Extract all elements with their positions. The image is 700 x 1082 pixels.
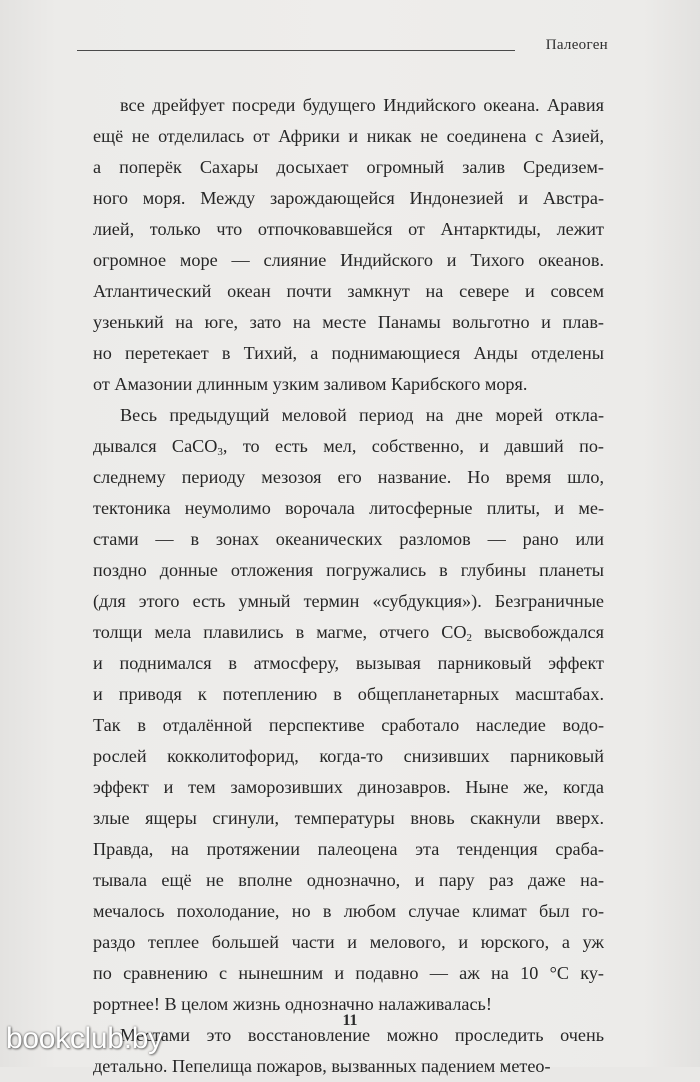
paragraph xyxy=(93,400,604,1020)
text-line: и приводя к потеплению в общепланетарных масштабах. xyxy=(93,684,604,704)
text-line: рортнее! В целом жизнь однозначно налаживалась! xyxy=(93,994,492,1014)
text-line: лией, только что отпочковавшейся от Антарктиды, лежит xyxy=(93,219,604,239)
text-line: все дрейфует посреди будущего Индийского океана. Аравия xyxy=(120,95,604,115)
watermark-logo: bookclub.by xyxy=(6,1022,163,1055)
text-line: детально. Пепелища пожаров, вызванных падением метео- xyxy=(93,1056,551,1076)
subscript: 3 xyxy=(217,446,223,458)
text-line: Правда, на протяжении палеоцена эта тенденция сраба- xyxy=(93,839,604,859)
text-line: поздно донные отложения погружались в глубины планеты xyxy=(93,560,604,580)
text-line: по сравнению с нынешним и подавно — аж на 10 °С ку- xyxy=(93,963,604,983)
text-line: тывала ещё не вполне однозначно, и пару раз даже на- xyxy=(93,870,604,890)
text-run: дывался CaCO xyxy=(93,436,218,456)
page-number: 11 xyxy=(342,1012,358,1029)
paragraph xyxy=(93,90,604,400)
text-line: стами — в зонах океанических разломов — рано или xyxy=(93,529,604,549)
text-line: ного моря. Между зарождающейся Индонезией и Австра- xyxy=(93,188,604,208)
body-text xyxy=(93,90,604,1082)
text-line: следнему периоду мезозоя его название. Но время шло, xyxy=(93,467,604,487)
text-line: злые ящеры сгинули, температуры вновь скакнули вверх. xyxy=(93,808,604,828)
text-line: огромное море — слияние Индийского и Тихого океанов. xyxy=(93,250,604,270)
text-line: и поднимался в атмосферу, вызывая парниковый эффект xyxy=(93,653,604,673)
text-run: высвобождался xyxy=(472,622,604,642)
text-line: от Амазонии длинным узким заливом Карибского моря. xyxy=(93,374,528,394)
text-line: рослей кокколитофорид, когда-то снизивших парниковый xyxy=(93,746,604,766)
running-head: Палеоген xyxy=(545,37,608,53)
text-line: узенький на юге, зато на месте Панамы вольготно и плав- xyxy=(93,312,604,332)
text-run: , то есть мел, собственно, и давший по- xyxy=(222,436,604,456)
text-line: ещё не отделилась от Африки и никак не соединена с Азией, xyxy=(93,126,604,146)
text-line: тектоника неумолимо ворочала литосферные плиты, и ме- xyxy=(93,498,604,518)
text-line: Весь предыдущий меловой период на дне морей откла- xyxy=(120,405,604,425)
text-line: (для этого есть умный термин «субдукция»). Безграничные xyxy=(93,591,604,611)
text-line: Местами это восстановление можно проследить очень xyxy=(120,1025,604,1045)
text-line: Атлантический океан почти замкнут на севере и совсем xyxy=(93,281,604,301)
text-line: а поперёк Сахары досыхает огромный залив Средизем- xyxy=(93,157,604,177)
header-rule xyxy=(77,50,515,51)
text-line: но перетекает в Тихий, а поднимающиеся Анды отделены xyxy=(93,343,604,363)
text-line: мечалось похолодание, но в любом случае климат был го- xyxy=(93,901,604,921)
text-line: раздо теплее большей части и мелового, и юрского, а уж xyxy=(93,932,604,952)
text-line xyxy=(93,617,604,648)
text-run: толщи мела плавились в магме, отчего CO xyxy=(93,622,467,642)
text-line xyxy=(93,431,604,462)
subscript: 2 xyxy=(466,632,473,644)
text-line: эффект и тем заморозивших динозавров. Ныне же, когда xyxy=(93,777,604,797)
text-line: Так в отдалённой перспективе сработало наследие водо- xyxy=(93,715,604,735)
